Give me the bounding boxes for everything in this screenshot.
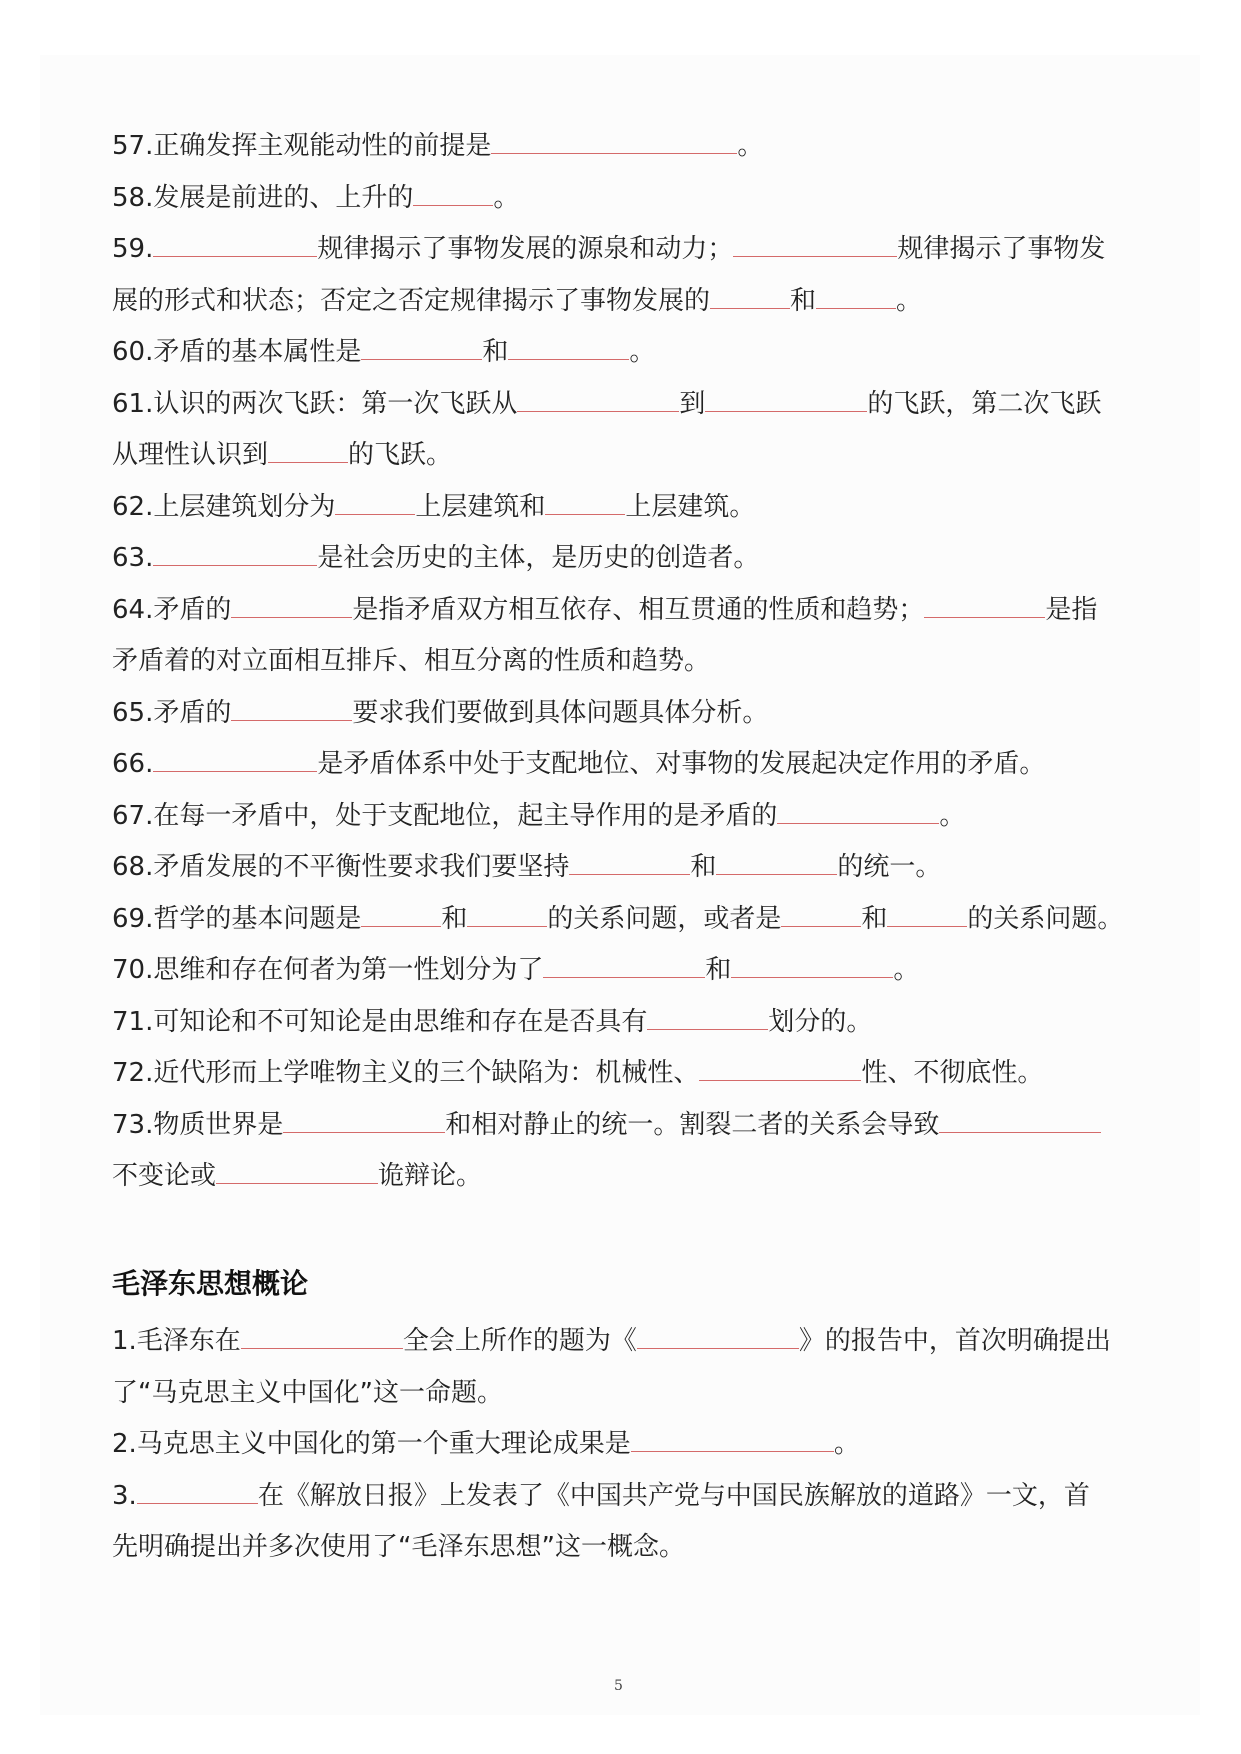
question-text: 展的形式和状态；否定之否定规律揭示了事物发展的 [112, 285, 711, 316]
question-line [112, 438, 452, 472]
question-text: 和 [690, 852, 717, 882]
question-text: 先明确提出并多次使用了“毛泽东思想”这一概念。 [112, 1532, 685, 1562]
question-text: 69.哲学的基本问题是 [112, 903, 362, 934]
question-line [112, 1324, 1111, 1358]
question-text: 60.矛盾的基本属性是 [112, 337, 362, 367]
question-line [112, 1005, 872, 1039]
question-text: 划分的。 [768, 1006, 873, 1037]
question-line [112, 1056, 1043, 1090]
question-text: 矛盾着的对立面相互排斥、相互分离的性质和趋势。 [112, 646, 711, 676]
question-text: 63. [112, 543, 154, 573]
answer-blank[interactable] [545, 492, 625, 515]
question-text: 68.矛盾发展的不平衡性要求我们要坚持 [112, 852, 570, 882]
question-line [112, 747, 1045, 781]
question-text: 66. [112, 749, 154, 779]
question-line [112, 284, 922, 318]
question-text: 62.上层建筑划分为 [112, 491, 336, 522]
answer-blank[interactable] [335, 492, 415, 515]
answer-blank[interactable] [231, 698, 352, 721]
question-text: 。 [893, 955, 920, 985]
question-line [112, 1376, 503, 1410]
question-text: 是指 [1045, 594, 1098, 625]
answer-blank[interactable] [268, 440, 348, 463]
question-line [112, 799, 965, 833]
question-text: 和 [861, 903, 888, 934]
answer-blank[interactable] [517, 389, 679, 412]
question-text: 的飞跃。 [348, 440, 453, 470]
answer-blank[interactable] [816, 286, 896, 309]
question-text: 。 [833, 1429, 860, 1459]
question-line [112, 1479, 1090, 1513]
answer-blank[interactable] [637, 1326, 799, 1349]
question-text: 57.正确发挥主观能动性的前提是 [112, 131, 492, 161]
question-text: 全会上所作的题为《 [402, 1326, 637, 1356]
answer-blank[interactable] [361, 337, 482, 360]
section-heading: 毛泽东思想概论 [112, 1267, 309, 1300]
answer-blank[interactable] [153, 234, 317, 257]
answer-blank[interactable] [939, 1110, 1101, 1133]
question-text: 3. [112, 1480, 137, 1511]
question-line [112, 644, 710, 678]
answer-blank[interactable] [241, 1326, 403, 1349]
question-text: 72.近代形而上学唯物主义的三个缺陷为：机械性、 [112, 1058, 700, 1088]
answer-blank[interactable] [705, 389, 867, 412]
question-text: 。 [896, 285, 923, 316]
question-line [112, 953, 919, 987]
question-text: 是指矛盾双方相互依存、相互贯通的性质和趋势； [352, 594, 925, 625]
question-text: 58.发展是前进的、上升的 [112, 182, 414, 213]
question-text: 67.在每一矛盾中，处于支配地位，起主导作用的是矛盾的 [112, 800, 778, 831]
question-line [112, 335, 655, 369]
question-text: 和 [482, 337, 509, 367]
answer-blank[interactable] [569, 852, 690, 875]
question-line [112, 181, 519, 215]
question-text: 诡辩论。 [378, 1161, 483, 1191]
question-text: 在《解放日报》上发表了《中国共产党与中国民族解放的道路》一文，首 [257, 1480, 1090, 1511]
question-text: 了“马克思主义中国化”这一命题。 [112, 1377, 503, 1408]
question-text: 是矛盾体系中处于支配地位、对事物的发展起决定作用的矛盾。 [317, 749, 1046, 779]
answer-blank[interactable] [731, 955, 893, 978]
answer-blank[interactable] [361, 904, 441, 927]
answer-blank[interactable] [733, 234, 897, 257]
question-text: 。 [737, 131, 764, 161]
answer-blank[interactable] [699, 1058, 861, 1081]
question-text: 和 [441, 903, 468, 934]
answer-blank[interactable] [508, 337, 629, 360]
question-line [112, 902, 1123, 936]
question-line [112, 1108, 1101, 1142]
question-line [112, 541, 759, 575]
answer-blank[interactable] [716, 852, 837, 875]
question-text: 和 [790, 285, 817, 316]
question-text: 不变论或 [112, 1161, 217, 1191]
question-text: 1.毛泽东在 [112, 1326, 241, 1356]
answer-blank[interactable] [777, 801, 939, 824]
question-line [112, 593, 1097, 627]
answer-blank[interactable] [924, 595, 1045, 618]
question-text: 73.物质世界是 [112, 1109, 284, 1140]
question-text: 是社会历史的主体，是历史的创造者。 [317, 543, 760, 573]
question-text: 规律揭示了事物发展的源泉和动力； [317, 234, 734, 264]
question-text: 上层建筑。 [625, 491, 756, 522]
answer-blank[interactable] [781, 904, 861, 927]
question-text: 71.可知论和不可知论是由思维和存在是否具有 [112, 1006, 648, 1037]
question-text: 规律揭示了事物发 [897, 234, 1106, 264]
answer-blank[interactable] [710, 286, 790, 309]
answer-blank[interactable] [413, 183, 493, 206]
answer-blank[interactable] [467, 904, 547, 927]
question-text: 61.认识的两次飞跃：第一次飞跃从 [112, 388, 518, 419]
question-text: 。 [493, 182, 520, 213]
answer-blank[interactable] [491, 131, 737, 154]
answer-blank[interactable] [887, 904, 967, 927]
answer-blank[interactable] [153, 543, 317, 566]
question-text: 的统一。 [837, 852, 942, 882]
answer-blank[interactable] [231, 595, 352, 618]
question-text: 的关系问题，或者是 [547, 903, 782, 934]
page-number: 5 [614, 1678, 623, 1694]
question-text: 要求我们要做到具体问题具体分析。 [352, 697, 769, 728]
question-line [112, 129, 763, 163]
question-text: 59. [112, 234, 154, 264]
question-text: 的飞跃，第二次飞跃 [867, 388, 1102, 419]
question-text: 从理性认识到 [112, 440, 269, 470]
answer-blank[interactable] [137, 1481, 258, 1504]
question-line [112, 1427, 860, 1461]
question-text: 性、不彻底性。 [861, 1058, 1044, 1088]
question-line [112, 387, 1101, 421]
question-text: 上层建筑和 [415, 491, 546, 522]
question-text: 》的报告中，首次明确提出 [798, 1326, 1111, 1356]
question-text: 70.思维和存在何者为第一性划分为了 [112, 955, 544, 985]
answer-blank[interactable] [216, 1161, 378, 1184]
question-text: 2.马克思主义中国化的第一个重大理论成果是 [112, 1429, 631, 1459]
question-line [112, 232, 1105, 266]
question-line [112, 1159, 482, 1193]
question-text: 到 [679, 388, 706, 419]
question-line [112, 850, 941, 884]
answer-blank[interactable] [647, 1007, 768, 1030]
answer-blank[interactable] [631, 1429, 834, 1452]
answer-blank[interactable] [153, 749, 317, 772]
answer-blank[interactable] [543, 955, 705, 978]
question-text: 。 [939, 800, 966, 831]
question-line [112, 490, 755, 524]
question-text: 。 [629, 337, 656, 367]
question-text: 和相对静止的统一。割裂二者的关系会导致 [445, 1109, 940, 1140]
question-text: 的关系问题。 [967, 903, 1124, 934]
question-line [112, 1530, 685, 1564]
question-text: 65.矛盾的 [112, 697, 232, 728]
question-text: 和 [705, 955, 732, 985]
question-text: 64.矛盾的 [112, 594, 232, 625]
answer-blank[interactable] [283, 1110, 445, 1133]
question-line [112, 696, 768, 730]
